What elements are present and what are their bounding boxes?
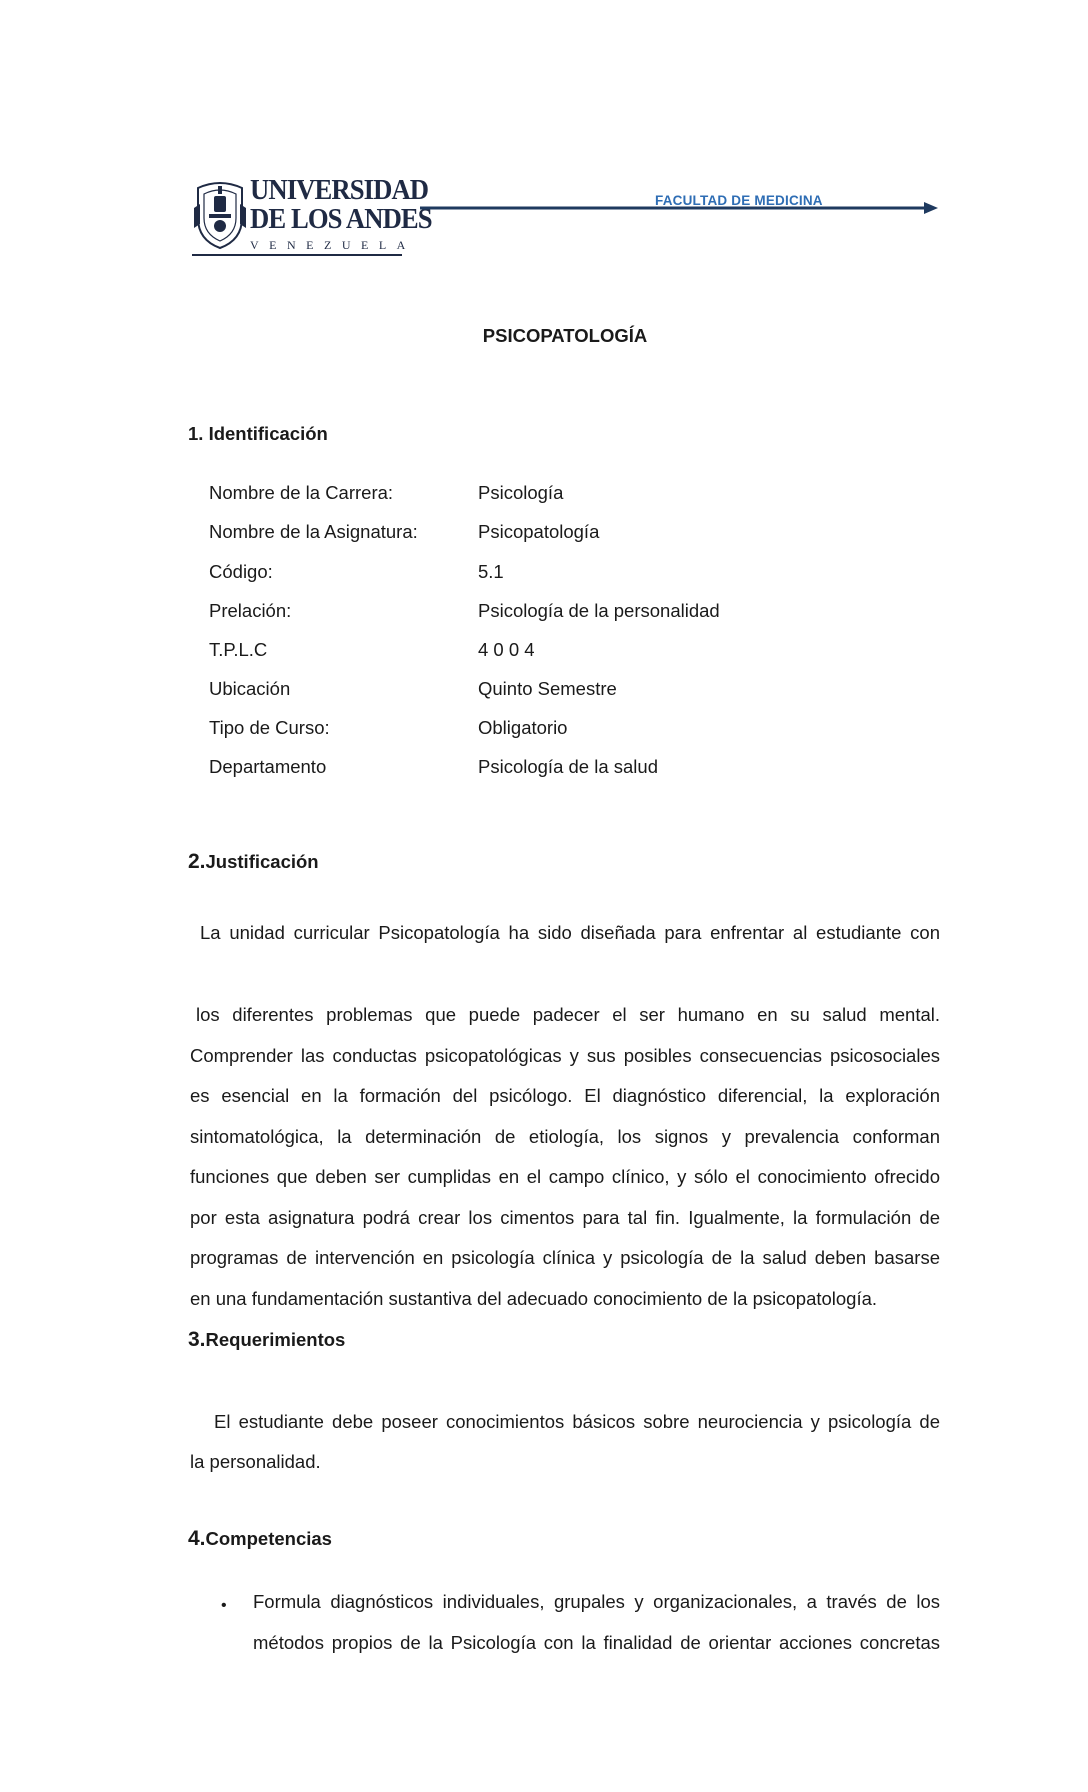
paragraph-line: programas de intervención en psicología clínica y psicología de la salud deben basarse xyxy=(190,1247,940,1268)
id-row xyxy=(209,717,909,741)
logo-line-1: UNIVERSIDAD xyxy=(250,174,429,206)
id-label: Nombre de la Asignatura: xyxy=(209,521,418,542)
id-value: Psicopatología xyxy=(478,521,600,542)
id-value: Psicología de la salud xyxy=(478,756,658,777)
id-label: Nombre de la Carrera: xyxy=(209,482,394,503)
id-row xyxy=(209,561,909,585)
section-heading-requerimientos xyxy=(188,1328,345,1352)
id-value: Obligatorio xyxy=(478,717,568,738)
paragraph-line: sintomatológica, la determinación de etiología, los signos y prevalencia conforman xyxy=(190,1126,940,1147)
section-number: 2. xyxy=(188,850,206,873)
id-value: Psicología de la personalidad xyxy=(478,600,720,621)
paragraph-line: en una fundamentación sustantiva del adecuado conocimiento de la psicopatología. xyxy=(190,1288,878,1309)
id-row xyxy=(209,678,909,702)
section-number: 3. xyxy=(188,1328,206,1351)
id-value: Psicología xyxy=(478,482,564,503)
id-row xyxy=(209,521,909,545)
university-logo xyxy=(192,174,432,256)
id-row xyxy=(209,639,909,663)
section-heading-justificacion xyxy=(188,850,319,874)
paragraph-line: los diferentes problemas que puede padecer el ser humano en su salud mental. xyxy=(196,1004,940,1025)
section-number: 4. xyxy=(188,1527,206,1550)
paragraph-line: es esencial en la formación del psicólogo. El diagnóstico diferencial, la exploración xyxy=(190,1085,940,1106)
paragraph-line: por esta asignatura podrá crear los cimentos para tal fin. Igualmente, la formulación de xyxy=(190,1207,940,1228)
logo-line-3: VENEZUELA xyxy=(250,238,416,252)
id-label: Ubicación xyxy=(209,678,291,699)
id-label: Departamento xyxy=(209,756,327,777)
id-row xyxy=(209,482,909,506)
faculty-label: FACULTAD DE MEDICINA xyxy=(655,193,823,208)
section-heading-identificacion: 1. Identificación xyxy=(188,423,328,444)
logo-wordmark xyxy=(250,174,432,252)
section-title: Requerimientos xyxy=(205,1329,346,1350)
logo-underline xyxy=(192,254,402,256)
section-title: Justificación xyxy=(205,851,319,872)
id-label: Código: xyxy=(209,561,273,582)
section-heading-competencias xyxy=(188,1527,332,1551)
section-title: Competencias xyxy=(205,1528,332,1549)
id-row xyxy=(209,600,909,624)
university-crest-icon xyxy=(192,178,248,250)
paragraph-line: El estudiante debe poseer conocimientos básicos sobre neurociencia y psicología de xyxy=(214,1411,940,1432)
paragraph-line: funciones que deben ser cumplidas en el campo clínico, y sólo el conocimiento ofrecido xyxy=(190,1166,940,1187)
id-label: T.P.L.C xyxy=(209,639,268,660)
id-value: 4 0 0 4 xyxy=(478,639,535,660)
id-label: Tipo de Curso: xyxy=(209,717,330,738)
paragraph-line: Comprender las conductas psicopatológicas y sus posibles consecuencias psicosociales xyxy=(190,1045,940,1066)
paragraph-line: la personalidad. xyxy=(190,1451,321,1472)
id-row xyxy=(209,756,909,780)
bullet-icon: • xyxy=(221,1597,227,1614)
id-value: Quinto Semestre xyxy=(478,678,617,699)
id-value: 5.1 xyxy=(478,561,504,582)
logo-line-2: DE LOS ANDES xyxy=(250,203,432,235)
paragraph-line: La unidad curricular Psicopatología ha sido diseñada para enfrentar al estudiante con xyxy=(200,922,940,943)
paragraph-line: métodos propios de la Psicología con la finalidad de orientar acciones concretas xyxy=(253,1632,940,1653)
document-title: PSICOPATOLOGÍA xyxy=(482,325,648,346)
id-label: Prelación: xyxy=(209,600,292,621)
paragraph-line: Formula diagnósticos individuales, grupales y organizacionales, a través de los xyxy=(253,1591,940,1612)
